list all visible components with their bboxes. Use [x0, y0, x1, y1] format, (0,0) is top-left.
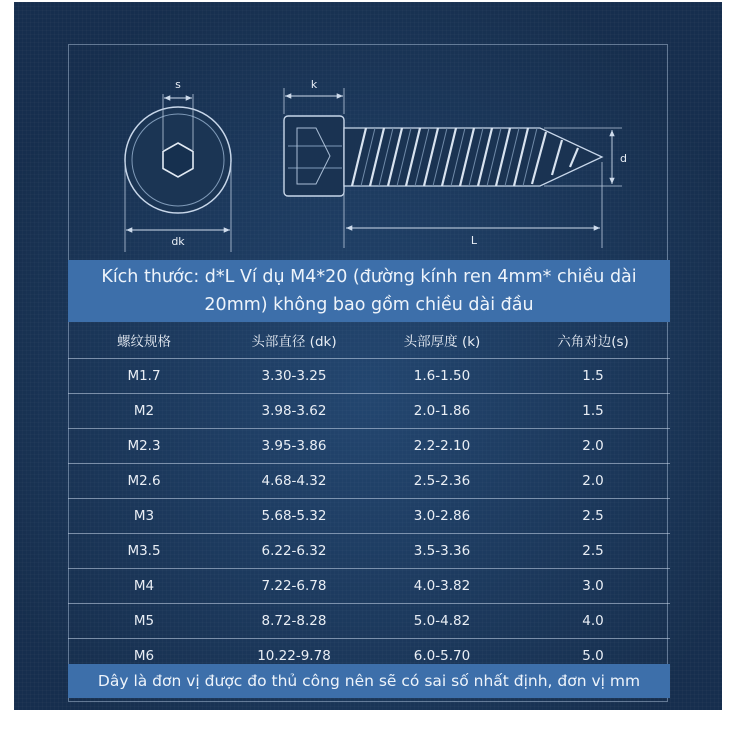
cell-s: 3.0 — [582, 578, 604, 594]
cell-k: 2.5-2.36 — [413, 473, 471, 489]
cell-spec: M3.5 — [127, 543, 161, 559]
cell-s: 2.0 — [582, 438, 604, 454]
cell-k: 5.0-4.82 — [413, 613, 471, 629]
cell-spec: M2.3 — [127, 438, 161, 454]
cell-dk: 6.22-6.32 — [261, 543, 327, 559]
cell-dk: 4.68-4.32 — [261, 473, 327, 489]
cell-dk: 3.30-3.25 — [261, 368, 327, 384]
cell-s: 1.5 — [582, 368, 604, 384]
cell-dk: 3.98-3.62 — [261, 403, 327, 419]
cell-spec: M4 — [133, 578, 155, 594]
hex-socket-icon — [163, 143, 193, 177]
header-head-thickness: 头部厚度 (k) — [403, 334, 481, 350]
header-head-diameter: 头部直径 (dk) — [251, 334, 337, 350]
cell-s: 2.5 — [582, 508, 604, 524]
header-thread-spec: 螺纹规格 — [117, 334, 171, 350]
cell-k: 3.5-3.36 — [413, 543, 471, 559]
measurement-note-banner — [68, 664, 670, 698]
label-k: k — [310, 78, 318, 91]
cell-spec: M6 — [133, 648, 155, 664]
cell-spec: M3 — [133, 508, 155, 524]
screw-side-view — [284, 78, 627, 248]
size-note-line-1: Kích thước: d*L Ví dụ M4*20 (đường kính ren 4mm* chiều dài — [101, 267, 637, 287]
table-header-row — [68, 322, 670, 359]
cell-dk: 3.95-3.86 — [261, 438, 327, 454]
cell-s: 4.0 — [582, 613, 604, 629]
table-row — [68, 569, 670, 604]
cell-spec: M5 — [133, 613, 155, 629]
cell-k: 1.6-1.50 — [413, 368, 471, 384]
measurement-note-text: Dây là đơn vị được đo thủ công nên sẽ có sai số nhất định, đơn vị mm — [97, 672, 641, 690]
table-row — [68, 464, 670, 499]
cell-spec: M2 — [133, 403, 155, 419]
cell-dk: 10.22-9.78 — [257, 648, 331, 664]
cell-k: 4.0-3.82 — [413, 578, 471, 594]
table-row — [68, 499, 670, 534]
cell-spec: M2.6 — [127, 473, 161, 489]
table-row — [68, 429, 670, 464]
cell-s: 2.5 — [582, 543, 604, 559]
cell-s: 2.0 — [582, 473, 604, 489]
cell-k: 3.0-2.86 — [413, 508, 471, 524]
cell-spec: M1.7 — [127, 368, 161, 384]
table-row — [68, 394, 670, 429]
label-L: L — [470, 234, 478, 247]
table-row — [68, 534, 670, 569]
label-dk: dk — [171, 235, 185, 248]
table-row — [68, 604, 670, 639]
label-s: s — [175, 78, 181, 91]
cell-dk: 8.72-8.28 — [261, 613, 327, 629]
cell-dk: 7.22-6.78 — [261, 578, 327, 594]
cell-k: 2.2-2.10 — [413, 438, 471, 454]
table-row — [68, 359, 670, 394]
head-top-view — [125, 78, 231, 252]
label-d: d — [620, 152, 627, 165]
cell-dk: 5.68-5.32 — [261, 508, 327, 524]
size-note-banner — [68, 260, 670, 322]
cell-s: 1.5 — [582, 403, 604, 419]
cell-k: 2.0-1.86 — [413, 403, 471, 419]
header-hex-size: 六角对边(s) — [557, 334, 629, 350]
cell-s: 5.0 — [582, 648, 604, 664]
size-note-line-2: 20mm) không bao gồm chiều dài đầu — [204, 295, 534, 315]
spec-table — [68, 322, 670, 674]
cell-k: 6.0-5.70 — [413, 648, 471, 664]
